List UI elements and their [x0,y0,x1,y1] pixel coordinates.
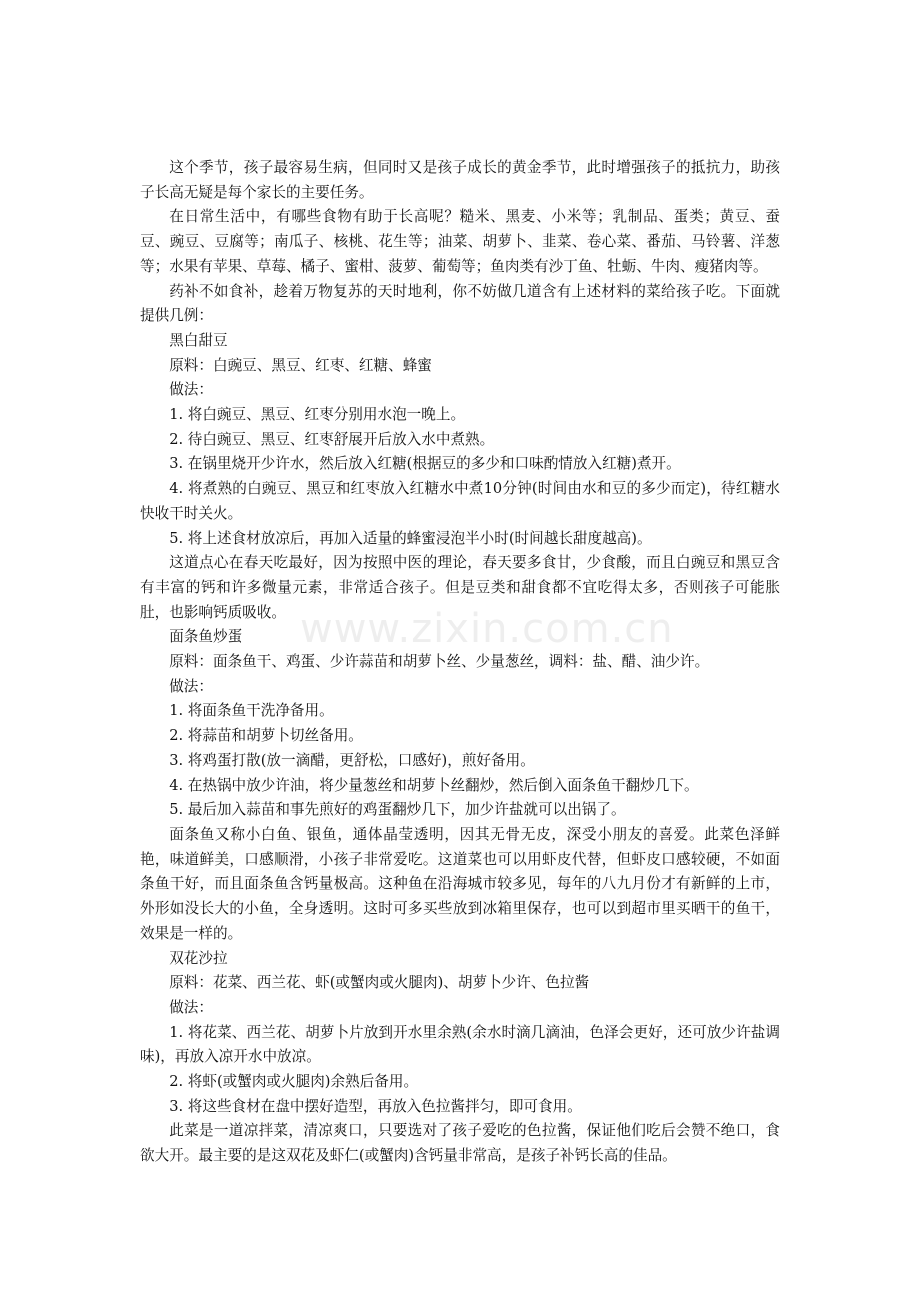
recipe-step: 5. 最后加入蒜苗和事先煎好的鸡蛋翻炒几下，加少许盐就可以出锅了。 [169,801,626,819]
recipe-step: 3. 在锅里烧开少许水，然后放入红糖(根据豆的多少和口味酌情放入红糖)煮开。 [169,455,681,473]
recipe-title: 双花沙拉 [169,949,228,967]
recipe-title: 黑白甜豆 [169,331,228,349]
recipe-step: 4. 在热锅中放少许油，将少量葱丝和胡萝卜丝翻炒，然后倒入面条鱼干翻炒几下。 [169,776,699,794]
recipe-step: 3. 将鸡蛋打散(放一滴醋，更舒松，口感好)，煎好备用。 [169,751,535,769]
intro-paragraph: 这个季节，孩子最容易生病，但同时又是孩子成长的黄金季节，此时增强孩子的抵抗力，助孩子长高无疑是每个家长的主要任务。 [140,159,780,201]
recipe-method-label: 做法： [169,381,213,399]
article-body [140,156,780,1169]
recipe-step: 4. 将煮熟的白豌豆、黑豆和红枣放入红糖水中煮10分钟(时间由水和豆的多少而定)，待红糖水快收干时关火。 [140,480,780,522]
recipe-ingredients: 原料：白豌豆、黑豆、红枣、红糖、蜂蜜 [169,356,432,374]
recipe-note: 此菜是一道凉拌菜，清凉爽口，只要选对了孩子爱吃的色拉酱，保证他们吃后会赞不绝口，食欲大开。最主要的是这双花及虾仁(或蟹肉)含钙量非常高，是孩子补钙长高的佳品。 [140,1122,780,1165]
recipe-step: 2. 待白豌豆、黑豆、红枣舒展开后放入水中煮熟。 [169,430,495,448]
recipe-method-label: 做法： [169,677,213,695]
recipe-step: 5. 将上述食材放凉后，再加入适量的蜂蜜浸泡半小时(时间越长甜度越高)。 [169,529,652,547]
recipe-step: 3. 将这些食材在盘中摆好造型，再放入色拉酱拌匀，即可食用。 [169,1097,582,1115]
recipe-step: 1. 将面条鱼干洗净备用。 [169,702,334,720]
intro-paragraph: 在日常生活中，有哪些食物有助于长高呢？糙米、黑麦、小米等；乳制品、蛋类；黄豆、蚕豆、豌豆、豆腐等；南瓜子、核桃、花生等；油菜、胡萝卜、韭菜、卷心菜、番茄、马铃薯、洋葱等；水果有苹果、草莓、橘子、蜜柑、菠萝、葡萄等；鱼肉类有沙丁鱼、牡蛎、牛肉、瘦猪肉等。 [140,208,780,275]
recipe-method-label: 做法： [169,998,213,1016]
recipe-ingredients: 原料：花菜、西兰花、虾(或蟹肉或火腿肉)、胡萝卜少许、色拉酱 [169,974,590,992]
recipe-ingredients: 原料：面条鱼干、鸡蛋、少许蒜苗和胡萝卜丝、少量葱丝，调料：盐、醋、油少许。 [169,653,710,671]
recipe-step: 1. 将花菜、西兰花、胡萝卜片放到开水里余熟(余水时滴几滴油，色泽会更好，还可放少许盐调味)，再放入凉开水中放凉。 [140,1023,780,1066]
recipe-note: 这道点心在春天吃最好，因为按照中医的理论，春天要多食甘，少食酸，而且白豌豆和黑豆含有丰富的钙和许多微量元素，非常适合孩子。但是豆类和甜食都不宜吃得太多，否则孩子可能胀肚，也影响钙质吸收。 [140,554,780,621]
recipe-step: 2. 将蒜苗和胡萝卜切丝备用。 [169,727,363,745]
watermark-text: www.zixin.com.cn [300,606,674,652]
recipe-title: 面条鱼炒蛋 [169,628,243,646]
recipe-note: 面条鱼又称小白鱼、银鱼，通体晶莹透明，因其无骨无皮，深受小朋友的喜爱。此菜色泽鲜艳，味道鲜美，口感顺滑，小孩子非常爱吃。这道菜也可以用虾皮代替，但虾皮口感较硬，不如面条鱼干好，而且面条鱼含钙量极高。这种鱼在沿海城市较多见，每年的八九月份才有新鲜的上市，外形如没长大的小鱼，全身透明。这时可多买些放到冰箱里保存，也可以到超市里买晒干的鱼干，效果是一样的。 [140,825,780,942]
recipe-step: 1. 将白豌豆、黑豆、红枣分别用水泡一晚上。 [169,406,466,424]
recipe-step: 2. 将虾(或蟹肉或火腿肉)余熟后备用。 [169,1073,419,1091]
intro-paragraph: 药补不如食补，趁着万物复苏的天时地利，你不妨做几道含有上述材料的菜给孩子吃。下面就提供几例： [140,282,780,325]
